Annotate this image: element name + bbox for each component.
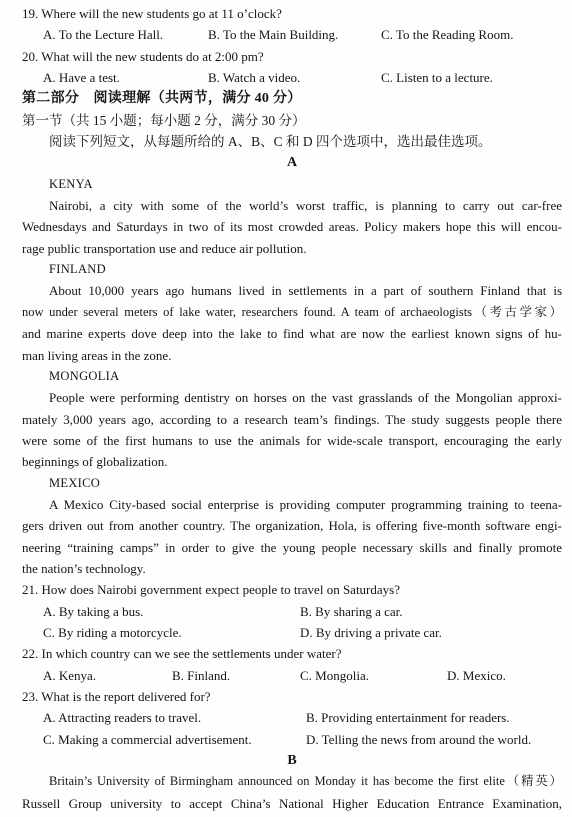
mexico-paragraph-line: neering “training camps” in order to give the young people necessary skills and finally promote bbox=[22, 539, 562, 555]
question-20-option-a: A. Have a test. bbox=[43, 70, 120, 86]
kenya-paragraph-line: rage public transportation use and reduce air pollution. bbox=[22, 240, 307, 256]
question-22-option-c: C. Mongolia. bbox=[300, 667, 369, 683]
passage-b-paragraph-line: Britain’s University of Birmingham announced on Monday it has become the first elite（精英） bbox=[49, 774, 562, 789]
question-20-options bbox=[0, 67, 572, 88]
kenya-paragraph-line: Nairobi, a city with some of the world’s worst traffic, is planning to carry out car-free bbox=[49, 198, 562, 214]
finland-paragraph-line: About 10,000 years ago humans lived in settlements in a part of southern Finland that is bbox=[49, 283, 562, 299]
section-heading: 第一节（共 15 小题；每小题 2 分，满分 30 分） bbox=[22, 112, 306, 128]
question-22-options bbox=[0, 665, 572, 686]
question-23-stem: 23. What is the report delivered for? bbox=[22, 689, 211, 704]
question-23-option-c: C. Making a commercial advertisement. bbox=[43, 731, 252, 747]
passage-b-label: B bbox=[287, 753, 297, 769]
question-22-option-b: B. Finland. bbox=[172, 667, 231, 683]
passage-b-paragraph-line: Russell Group university to accept China’s National Higher Education Entrance Examination, bbox=[22, 795, 562, 811]
question-22-stem: 22. In which country can we see the settlements under water? bbox=[22, 646, 342, 662]
question-23-option-d: D. Telling the news from around the world. bbox=[306, 731, 532, 747]
mexico-paragraph-line: gers driven out from another country. The organization, Hola, is offering five-month software engi- bbox=[22, 518, 562, 534]
part-heading: 第二部分 阅读理解（共两节，满分 40 分） bbox=[22, 91, 302, 107]
question-21-option-c: C. By riding a motorcycle. bbox=[43, 624, 182, 640]
mongolia-paragraph-line: beginnings of globalization. bbox=[22, 454, 168, 470]
finland-paragraph-line: and marine experts dove deep into the lake to find what are now the earliest known signs of hu- bbox=[22, 326, 562, 342]
question-23-options-row-2 bbox=[0, 729, 572, 750]
mongolia-paragraph-line: were some of the first humans to use the animals for wide-scale transport, encouraging the early bbox=[22, 432, 562, 448]
question-21-stem: 21. How does Nairobi government expect people to travel on Saturdays? bbox=[22, 582, 400, 598]
question-19-stem: 19. Where will the new students go at 11 o’clock? bbox=[22, 6, 282, 21]
question-22-option-d: D. Mexico. bbox=[447, 667, 506, 683]
mexico-heading: MEXICO bbox=[49, 475, 101, 490]
question-21-option-d: D. By driving a private car. bbox=[300, 624, 442, 640]
mexico-paragraph-line: A Mexico City-based social enterprise is providing computer programming training to teena- bbox=[49, 496, 562, 512]
question-19-option-a: A. To the Lecture Hall. bbox=[43, 27, 164, 43]
question-23-option-b: B. Providing entertainment for readers. bbox=[306, 710, 510, 726]
finland-heading: FINLAND bbox=[49, 262, 106, 277]
kenya-heading: KENYA bbox=[49, 176, 93, 191]
question-22-option-a: A. Kenya. bbox=[43, 667, 97, 683]
question-21-options-row-1 bbox=[0, 601, 572, 622]
kenya-paragraph-line: Wednesdays and Saturdays in two of its most crowded areas. Policy makers hope this will encou- bbox=[22, 219, 562, 235]
question-23-option-a: A. Attracting readers to travel. bbox=[43, 710, 202, 726]
question-21-option-a: A. By taking a bus. bbox=[43, 603, 144, 619]
mexico-paragraph-line: the nation’s technology. bbox=[22, 560, 146, 576]
question-21-options-row-2 bbox=[0, 622, 572, 643]
mongolia-paragraph-line: People were performing dentistry on horses on the vast grasslands of the Mongolian approxi- bbox=[49, 390, 562, 406]
mongolia-heading: MONGOLIA bbox=[49, 368, 120, 383]
instructions: 阅读下列短文，从每题所给的 A、B、C 和 D 四个选项中，选出最佳选项。 bbox=[49, 134, 492, 150]
question-19-option-b: B. To the Main Building. bbox=[208, 27, 339, 43]
question-20-option-b: B. Watch a video. bbox=[208, 70, 301, 86]
question-21-option-b: B. By sharing a car. bbox=[300, 603, 403, 619]
question-19-option-c: C. To the Reading Room. bbox=[381, 27, 514, 43]
question-23-options-row-1 bbox=[0, 707, 572, 728]
mongolia-paragraph-line: mately 3,000 years ago, according to a research team’s findings. The study suggests people there bbox=[22, 411, 562, 427]
question-19-options bbox=[0, 24, 572, 45]
finland-paragraph-line: man living areas in the zone. bbox=[22, 347, 172, 363]
question-20-stem: 20. What will the new students do at 2:00 pm? bbox=[22, 48, 264, 64]
finland-paragraph-line: now under several meters of lake water, researchers found. A team of archaeologists（考古学家） bbox=[22, 304, 562, 319]
question-20-option-c: C. Listen to a lecture. bbox=[381, 70, 493, 86]
passage-a-label: A bbox=[286, 155, 298, 171]
